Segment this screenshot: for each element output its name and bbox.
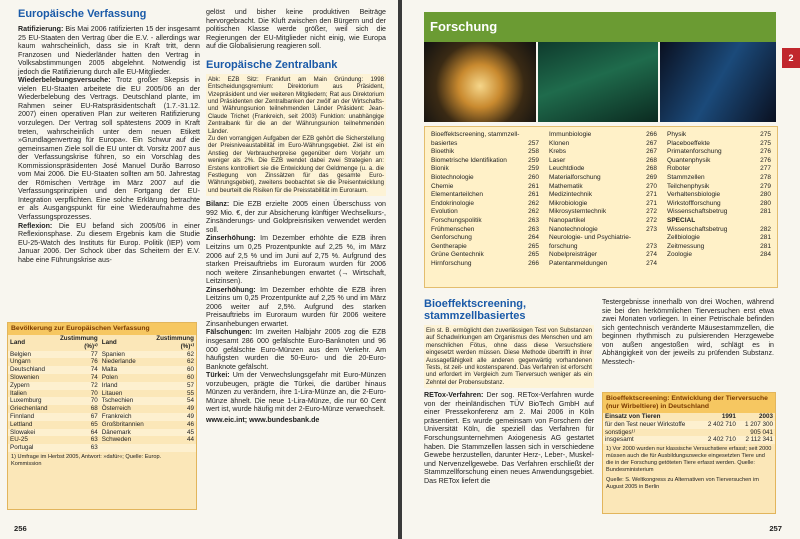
index-page: 279 — [760, 182, 771, 190]
approval-cell: 70 — [90, 389, 98, 397]
index-topic[interactable]: Quantenphysik — [667, 156, 711, 164]
table-title: Bevölkerung zur Europäischen Verfassung — [8, 323, 196, 335]
index-page: 280 — [760, 191, 771, 199]
lead-retox: RETox-Verfahren: — [424, 391, 484, 400]
value-1991-cell: 2 402 710 — [707, 436, 736, 444]
table2-footnote-1: 1) Vor 2000 wurden nur klassische Versuchstiere erfasst; seit 2000 müssen auch die für Ausbildungszwecke eingesetzten Tiere und die in der Forschung getöteten Tiere erfasst werden. Quelle: Bundesministerium — [606, 446, 772, 473]
index-topic[interactable]: Neurologie- und Psychiatrie- — [549, 234, 632, 242]
index-entry[interactable] — [665, 251, 773, 260]
paragraph-testergebnisse: Testergebnisse innerhalb von drei Wochen, während sie bei den herkömmlichen Tierversuchen erst etwa zwei Monaten vorliegen. In einer Petrischale befinden sich gentechnisch veränderte Mäusestammzellen, die beginnen rhythmisch zu pulsierenden Herzgewebe von außen angestoßen wird, schlägt es in Abhängigkeit von der jeweils zu prüfenden Substanz. Messtech- — [602, 298, 774, 366]
country-cell: Lettland — [10, 420, 33, 428]
section-title-ezb: Europäische Zentralbank — [206, 58, 338, 71]
ezb-info-2: Zu den vorrangigen Aufgaben der EZB gehört die Sicherstellung der Preisniveaustabilität im Euro-Währungsgebiet. Ziel ist ein Anstieg der Verbraucherpreise gegenüber dem Vorjahr um weniger als 2%. Die EZB wendet dabei zwei Strategien an: Erstens kontrolliert sie die Entwicklung der Geldmenge (u. a. die Festlegung von Zinssätzen für das gesamte Euro-Währungsgebiet), zweitens beobachtet sie die Preisentwicklung und beurteilt die Risiken für die Preisstabilität im Euroraum. — [208, 134, 384, 194]
approval-cell: 70 — [90, 397, 98, 405]
index-col-2 — [547, 131, 659, 269]
approval-cell: 62 — [186, 350, 194, 358]
index-page: 273 — [646, 225, 657, 233]
value-2003-cell: 905 041 — [750, 428, 773, 436]
index-topic[interactable]: Chemie — [431, 182, 454, 190]
index-topic[interactable]: Klonen — [549, 139, 570, 147]
index-page: 282 — [760, 225, 771, 233]
index-page: 273 — [646, 242, 657, 250]
approval-cell: 76 — [90, 358, 98, 366]
photo-petri-dish — [424, 42, 536, 122]
index-page — [753, 217, 773, 226]
index-entry[interactable] — [429, 208, 541, 217]
right-page — [402, 0, 800, 539]
usage-cell: sonstiges¹⁾ — [605, 428, 636, 436]
country-cell: Slowenien — [10, 373, 40, 381]
index-topic[interactable]: Frühmenschen — [431, 225, 475, 233]
col-header-land: Land — [10, 338, 26, 346]
paragraph-retox: Der sog. RETox-Verfahren wurde von der rheinländischen TÜV BioTech GmbH auf einer Pressekonferenz am 2. Mai 2006 in Köln präsentiert. Es wurde gemeinsam von Forschern der Universität Köln, die speziell das Verfahren für Forschungsunternehmen Axiogenesis AG gestartet haben. Die Stammzellen lassen sich in verschiedene Gewebe herzustellen, darunter Herz-, Leber-, Muskel- und Nervenzellgewebe. — [424, 391, 594, 468]
index-entry[interactable] — [429, 140, 541, 149]
index-entry[interactable] — [665, 226, 773, 235]
index-page: 258 — [528, 148, 539, 156]
approval-cell: 68 — [90, 405, 98, 413]
table-row — [8, 351, 196, 359]
photo-circuit — [660, 42, 776, 122]
index-entry[interactable] — [429, 183, 541, 192]
chapter-title: Forschung — [430, 19, 498, 34]
table2-footnote-2: Quelle: S. Weltkongress zu Alternativen von Tierversuchen im August 2005 in Berlin — [606, 477, 759, 491]
index-topic[interactable]: Immunbiologie — [549, 131, 592, 138]
index-topic[interactable]: Leuchtdiode — [549, 165, 585, 173]
usage-cell: für den Test neuer Wirkstoffe — [605, 420, 686, 428]
index-topic[interactable]: SPECIAL — [667, 216, 696, 224]
index-topic[interactable]: Verhaltensbiologie — [667, 191, 721, 199]
index-entry[interactable] — [429, 200, 541, 209]
country-cell: Österreich — [101, 405, 131, 413]
index-topic[interactable]: Teilchenphysik — [667, 182, 710, 190]
table-row — [8, 358, 196, 366]
approval-cell: 49 — [186, 412, 194, 420]
left-page — [0, 0, 398, 539]
index-page: 263 — [528, 225, 539, 233]
country-cell: Schweden — [101, 436, 132, 444]
country-cell: Slowakei — [10, 428, 36, 436]
photo-lab-equipment — [538, 42, 658, 122]
table-row — [8, 397, 196, 405]
ezb-url[interactable]: www.eic.int; www.bundesbank.de — [206, 415, 320, 424]
index-entry[interactable] — [547, 191, 659, 200]
index-entry[interactable] — [665, 191, 773, 200]
approval-cell: 63 — [90, 444, 98, 452]
approval-cell: 64 — [90, 428, 98, 436]
index-entry[interactable] — [429, 243, 541, 252]
index-entry[interactable] — [547, 208, 659, 217]
index-entry[interactable] — [665, 243, 773, 252]
index-topic[interactable]: Nobelpreisträger — [549, 251, 598, 259]
approval-cell: 63 — [90, 436, 98, 444]
col-header-einsatz: Einsatz von Tieren — [605, 413, 661, 420]
table-tierversuche — [602, 392, 776, 514]
index-entry[interactable] — [665, 157, 773, 166]
index-topic[interactable]: Wissenschaftsbetrug — [667, 225, 728, 233]
approval-cell: 60 — [186, 366, 194, 374]
index-topic[interactable]: Placeboeffekte — [667, 139, 710, 147]
value-1991-cell — [701, 429, 738, 437]
chapter-tab: 2 — [782, 48, 800, 68]
ezb-info: Abk: EZB Sitz: Frankfurt am Main Gründung: 1998 Entscheidungsgremium: Direktorium aus Präsident, Vizepräsident und vier weiteren Mitgliedern; Rat aus Direktorium und Präsidenten der Zentralbanken der zwölf an der Wirtschafts- und Währungsunion teilnehmenden Länder Präsident: Jean-Claude Trichet (Frankreich, seit 2003) Funktion: unabhängige Zentralbank für die an der Währungsunion teilnehmenden Länder. — [208, 75, 384, 135]
index-topic[interactable]: Genforschung — [431, 234, 472, 242]
index-entry[interactable] — [665, 140, 773, 149]
country-cell: Zypern — [10, 381, 30, 389]
table-row — [603, 436, 775, 444]
index-entry[interactable] — [547, 251, 659, 260]
index-entry[interactable] — [547, 243, 659, 252]
index-topic[interactable]: Krebs — [549, 148, 566, 156]
index-page: 264 — [528, 234, 539, 242]
country-cell: Dänemark — [101, 428, 131, 436]
index-topic[interactable]: Materialforschung — [549, 173, 601, 181]
approval-cell: 46 — [186, 420, 194, 428]
col-header-2003: 2003 — [758, 413, 773, 420]
index-page: 271 — [646, 199, 657, 207]
page-number-left: 256 — [14, 524, 27, 533]
index-page: 271 — [646, 191, 657, 199]
col-header-zustimmung: Zustimmung (%)¹⁾ — [59, 335, 98, 350]
index-entry[interactable] — [665, 148, 773, 157]
index-page: 280 — [760, 199, 771, 207]
country-cell: Deutschland — [10, 366, 46, 374]
index-topic[interactable]: Nanotechnologie — [549, 225, 598, 233]
index-page: 269 — [646, 173, 657, 181]
index-entry[interactable] — [547, 183, 659, 192]
index-topic[interactable]: Biotechnologie — [431, 173, 474, 181]
col-header-1991: 1991 — [721, 413, 736, 420]
index-topic[interactable]: Patentanmeldungen — [549, 259, 608, 267]
index-topic[interactable]: Bioeffektscreening, stammzell- — [431, 131, 520, 138]
table2-body — [603, 421, 775, 444]
index-topic[interactable]: Gentherapie — [431, 242, 467, 250]
index-entry[interactable] — [429, 226, 541, 235]
index-page: 259 — [528, 165, 539, 173]
index-page: 261 — [528, 191, 539, 199]
index-entry[interactable] — [665, 131, 773, 140]
index-page: 275 — [760, 139, 771, 147]
country-cell: Finnland — [10, 412, 35, 420]
table-row — [603, 429, 775, 437]
table-row — [603, 421, 775, 429]
lead-faelschungen: Fälschungen: — [206, 328, 253, 337]
article-title-line2: stammzellbasiertes — [424, 310, 526, 322]
index-topic[interactable]: Wissenschaftsbetrug — [667, 208, 728, 216]
index-entry[interactable] — [665, 200, 773, 209]
index-page: 276 — [760, 156, 771, 164]
index-entry[interactable] — [429, 251, 541, 260]
section-title-verfassung: Europäische Verfassung — [18, 8, 147, 20]
country-cell: Luxemburg — [10, 397, 42, 405]
index-page: 281 — [760, 234, 771, 242]
approval-cell: 44 — [186, 436, 194, 444]
index-topic[interactable]: Zoologie — [667, 251, 692, 259]
col-header-zustimmung-2: Zustimmung (%)¹⁾ — [156, 335, 194, 350]
index-topic[interactable]: Medizintechnik — [549, 191, 592, 199]
index-page: 266 — [528, 259, 539, 267]
index-entry[interactable] — [665, 165, 773, 174]
index-page: 266 — [646, 131, 657, 138]
index-page: 276 — [760, 148, 771, 156]
index-topic[interactable]: Physik — [667, 131, 687, 138]
article-title-line1: Bioeffektscreening, — [424, 298, 527, 310]
table-row — [8, 429, 196, 437]
index-page: 257 — [528, 139, 539, 147]
lead-tuerkei: Türkei: — [206, 371, 230, 380]
table2-header — [603, 413, 775, 421]
left-column-1 — [18, 8, 200, 264]
forschung-banner — [424, 12, 776, 42]
chapter-index — [424, 126, 778, 288]
table-row — [8, 444, 196, 452]
index-page: 270 — [646, 182, 657, 190]
approval-cell: 60 — [186, 373, 194, 381]
index-page: 262 — [528, 208, 539, 216]
approval-cell: 67 — [90, 412, 98, 420]
paragraph-tuerkei: Um der Verwechslungsgefahr mit Euro-Münzen vorzubeugen, prägte die Türkei, die darüber hinaus Münzen zu verändern, ihre 1-Lira-Münze an, die 2-Euro-Münze ähnelt. Die neue 1-Lira-Münze, die nur 60 Cent wert ist, wurde häufig mit der 2-Euro-Münze verwechselt. — [206, 371, 386, 414]
index-page: 259 — [528, 156, 539, 164]
index-page: 272 — [646, 216, 657, 224]
approval-table — [8, 335, 196, 452]
approval-cell: 57 — [186, 381, 194, 389]
index-topic[interactable]: Elementarteilchen — [431, 191, 484, 199]
approval-cell: 62 — [186, 358, 194, 366]
table-row — [8, 382, 196, 390]
approval-cell — [146, 444, 196, 452]
country-cell: Irland — [101, 381, 118, 389]
paragraph-zinserhoehung-2: Im Dezember erhöhte die EZB ihren Leitzins um 0,25 Prozentpunkte auf 2,25 % und im März 2006 weiter auf 2,5%. Aufgrund des starken Preisauftriebs im Euroraum wurden für 2006 weitere Zinsanhebungen erwartet. — [206, 285, 386, 328]
index-entry[interactable] — [547, 140, 659, 149]
paragraph-ratifizierung: Bis Mai 2006 ratifizierten 15 der insgesamt 25 EU-Staaten den Vertrag über die E.V. - allerdings war kaum wahrscheinlich, dass sie in Kraft tritt, denn Franzosen und Niederländer hatten den Vertrag in Volksabstimmungen 2005 abgelehnt. Notwendig ist jedoch die Ratifizierung durch alle EU-Mitglieder. — [18, 25, 200, 76]
country-cell: Italien — [10, 389, 27, 397]
index-topic[interactable]: Zeitmessung — [667, 242, 705, 250]
lead-wiederbelebung: Wiederbelebungsversuche: — [18, 76, 111, 85]
table2-title: Bioeffektscreening: Entwicklung der Tierversuche (nur Wirbeltiere) in Deutschland — [603, 393, 775, 413]
country-cell: Frankreich — [101, 412, 132, 420]
country-cell: EU-25 — [10, 436, 28, 444]
country-cell: Spanien — [101, 350, 125, 358]
index-entry[interactable] — [429, 131, 541, 140]
index-page: 278 — [760, 173, 771, 181]
approval-cell: 54 — [186, 397, 194, 405]
right-column-1 — [424, 298, 594, 485]
paragraph-faelschungen: Im zweiten Halbjahr 2005 zog die EZB insgesamt 286 000 gefälschte Euro-Banknoten und 96 000 gefälschte Euro-Münzen aus dem Verkehr. Am häufigsten wurden die 50-Euro- und die 20-Euro-Banknote gefälscht. — [206, 328, 386, 371]
lead-ratifizierung: Ratifizierung: — [18, 25, 64, 33]
index-entry[interactable] — [665, 208, 773, 217]
ezb-info-box — [206, 74, 386, 197]
lead-zinserhoehung-2: Zinserhöhung: — [206, 285, 256, 294]
paragraph-wiederbelebung: Trotz großer Skepsis in vielen EU-Staaten arbeitete die EU 2005/06 an der Wiederbelebung des Vertrags. Deutschland plante, im Rahmen seiner EU-Ratspräsidentschaft (1.7.-31.12. 2007) einen operativen Plan zur weiteren Ratifizierung vorzulegen. Der Vertrag soll spätestens 2009 in Kraft treten, wahrscheinlich unter dem neuen Etikett »Grundlagenvertrag für Europa«. Ein Schwur auf die gemeinsamen Ziele soll die EU unter dt. Vorsitz 2007 aus der Verfassungskrise führen, so ein Vorschlag des Kommissionspräsidenten José Manuel Durão Barroso vom Mai 2006. Die EU-Staaten sollten am 50. Jahrestag der Römischen Verträge im März 2007 auf die Verfassungsprinzipien und den Fortgang der EU-Integration verpflichten. Eine solche Erklärung betrachte er als Ausgangspunkt für eine Wiederaufnahme des Verfassungsprozesses. — [18, 76, 200, 222]
index-entry[interactable] — [665, 183, 773, 192]
table-body — [8, 351, 196, 452]
paragraph-reflexion: Die EU befand sich 2005/06 in einer Reflexionsphase. Zu diesem Ergebnis kam die Studie EU-25-Watch des Instituts für Europ. Politik (IEP) vom Januar 2006. Der Schock über das Scheitern der E.V. habe eine Führungskrise aus- — [18, 221, 200, 264]
paragraph-retox-2: Das Verfahren erschließt der Stammzellforschung einen neues Anwendungsgebiet. Das RETox liefert die — [424, 459, 594, 485]
index-entry[interactable] — [429, 217, 541, 226]
index-page: 265 — [528, 242, 539, 250]
index-entry[interactable] — [547, 148, 659, 157]
index-page: 281 — [760, 208, 771, 216]
index-page: 260 — [528, 173, 539, 181]
country-cell — [100, 444, 146, 452]
index-entry[interactable] — [665, 234, 773, 243]
index-entry[interactable] — [429, 260, 541, 269]
table-bevoelkerung-verfassung — [7, 322, 197, 510]
index-page: 268 — [646, 156, 657, 164]
index-topic[interactable]: forschung — [549, 242, 578, 250]
index-page: 274 — [646, 251, 657, 259]
col-header-land-2: Land — [101, 338, 117, 346]
index-page: 262 — [528, 199, 539, 207]
index-topic[interactable]: Laser — [549, 156, 566, 164]
index-entry[interactable] — [547, 157, 659, 166]
index-page: 268 — [646, 165, 657, 173]
approval-cell: 65 — [90, 420, 98, 428]
paragraph-kluft: gelöst und bisher keine produktiven Beiträge hervorgebracht. Die Kluft zwischen den Bürgern und der politischen Klasse werde größer, weil sich die Regierungen der EU-Mitglieder nicht einig, wie Europa auf die Globalisierung reagieren soll. — [206, 8, 386, 51]
index-topic[interactable]: Mikrosystemtechnik — [549, 208, 607, 216]
country-cell: Polen — [101, 373, 118, 381]
index-entry[interactable] — [429, 234, 541, 243]
index-page: 277 — [760, 165, 771, 173]
index-topic[interactable]: Evolution — [431, 208, 458, 216]
table-row — [8, 421, 196, 429]
index-topic[interactable]: basiertes — [431, 139, 458, 147]
index-topic[interactable]: Grüne Gentechnik — [431, 251, 484, 259]
index-topic[interactable]: Endokrinologie — [431, 199, 475, 207]
value-2003-cell: 2 112 341 — [745, 436, 773, 444]
approval-cell: 49 — [186, 405, 194, 413]
index-entry[interactable] — [547, 217, 659, 226]
index-page: 281 — [760, 242, 771, 250]
index-entry[interactable] — [547, 174, 659, 183]
index-page: 261 — [528, 182, 539, 190]
table-header-row — [8, 335, 196, 351]
index-page: 267 — [646, 139, 657, 147]
article-intro: Ein st. B. ermöglicht den zuverlässigen Test von Substanzen auf Schadwirkungen am Organismus des Menschen und am menschlichen Fötus, ohne dass diese Versuchstiere eingesetzt werden müssen. Diese Methode übertrifft in ihrer Aussagefähigkeit alle anderen gegenwärtig vorhandenen Tests, ist zeit- und kostensparend. Das Verfahren ist erforscht und erfordert im Vergleich zum Tierversuch weniger als ein Zehntel der Probensubstanz. — [424, 325, 594, 388]
index-page — [643, 234, 660, 243]
index-entry[interactable] — [547, 226, 659, 235]
country-cell: Tschechien — [101, 397, 134, 405]
index-page: 263 — [528, 216, 539, 224]
index-topic[interactable]: Stammzellen — [667, 173, 705, 181]
index-entry[interactable] — [429, 157, 541, 166]
country-cell: Großbritannien — [101, 420, 144, 428]
table-row — [8, 366, 196, 374]
approval-cell: 74 — [90, 373, 98, 381]
index-page: 267 — [646, 148, 657, 156]
paragraph-zinserhoehung: Im Dezember erhöhte die EZB ihren Leitzins um 0,25 Prozentpunkte auf 2,25 %, im März 2006 auf 2,5 % und im Juni auf 2,75 %. Aufgrund des starken Preisauftriebs im Euroraum wurden für 2006 noch weitere Zinsanhebungen erwartet (→ Wirtschaft, Leitzinsen). — [206, 234, 386, 286]
index-entry[interactable] — [547, 131, 659, 140]
lead-reflexion: Reflexion: — [18, 221, 53, 230]
index-topic[interactable]: Biometrische Identifikation — [431, 156, 507, 164]
usage-cell: insgesamt — [605, 436, 634, 444]
index-entry[interactable] — [429, 174, 541, 183]
approval-cell: 77 — [90, 350, 98, 358]
index-topic[interactable]: Roboter — [667, 165, 691, 173]
index-entry[interactable] — [429, 191, 541, 200]
table-footnote: 1) Umfrage im Herbst 2005, Antwort: »dafür«; Quelle: Europ. Kommission — [11, 453, 162, 467]
approval-cell: 55 — [186, 389, 194, 397]
index-entry[interactable] — [429, 165, 541, 174]
country-cell: Belgien — [10, 350, 32, 358]
index-topic[interactable]: Bioethik — [431, 148, 455, 156]
index-topic[interactable]: Hirnforschung — [431, 259, 472, 267]
country-cell: Portugal — [10, 444, 34, 452]
left-column-2 — [206, 8, 386, 424]
approval-cell: 74 — [90, 366, 98, 374]
paragraph-bilanz: Die EZB erzielte 2005 einen Überschuss von 992 Mio. €, der zur Absicherung künftiger Wechselkurs-, Zinsänderungs- und Goldpreisrisiken verwendet werden soll. — [206, 200, 386, 234]
tierversuche-table — [603, 413, 775, 444]
index-page: 275 — [760, 131, 771, 138]
table-row — [8, 413, 196, 421]
index-topic[interactable]: Zellbiologie — [667, 234, 700, 242]
country-cell: Malta — [101, 366, 118, 374]
index-entry[interactable] — [547, 260, 659, 269]
index-page: 272 — [646, 208, 657, 216]
index-topic[interactable]: Wirkstoffforschung — [667, 199, 721, 207]
index-topic[interactable]: Forschungspolitik — [431, 216, 482, 224]
country-cell: Ungarn — [10, 358, 31, 366]
value-2003-cell: 1 207 300 — [744, 420, 773, 428]
index-page: 284 — [760, 251, 771, 259]
lead-bilanz: Bilanz: — [206, 200, 230, 209]
index-topic[interactable]: Mathematik — [549, 182, 583, 190]
index-col-1 — [429, 131, 541, 269]
index-topic[interactable]: Primatenforschung — [667, 148, 722, 156]
index-topic[interactable]: Bionik — [431, 165, 449, 173]
table-row — [8, 436, 196, 444]
index-entry[interactable] — [547, 234, 659, 243]
index-entry[interactable] — [665, 217, 773, 226]
country-cell: Niederlande — [101, 358, 136, 366]
index-topic[interactable]: Nanopartikel — [549, 216, 586, 224]
table-row — [8, 374, 196, 382]
country-cell: Litauen — [101, 389, 123, 397]
index-page: 274 — [646, 259, 657, 267]
page-number-right: 257 — [769, 524, 782, 533]
approval-cell: 72 — [90, 381, 98, 389]
index-page: 265 — [528, 251, 539, 259]
index-entry[interactable] — [665, 174, 773, 183]
right-column-2 — [602, 298, 774, 366]
lead-zinserhoehung: Zinserhöhung: — [206, 234, 256, 243]
index-entry[interactable] — [547, 165, 659, 174]
value-1991-cell: 2 402 710 — [707, 420, 736, 428]
approval-cell: 45 — [186, 428, 194, 436]
country-cell: Griechenland — [10, 405, 48, 413]
table-row — [8, 405, 196, 413]
index-page — [525, 131, 541, 140]
index-entry[interactable] — [547, 200, 659, 209]
index-col-3 — [665, 131, 773, 260]
index-topic[interactable]: Mikrobiologie — [549, 199, 588, 207]
index-entry[interactable] — [429, 148, 541, 157]
table-row — [8, 390, 196, 398]
